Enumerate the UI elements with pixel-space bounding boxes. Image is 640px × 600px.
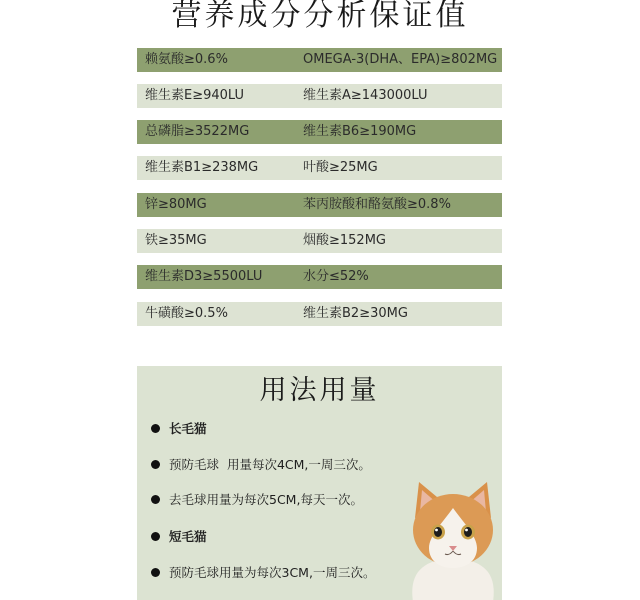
bullet-dot-icon: [151, 568, 160, 577]
nutrition-cell-left: 锌≥80MG: [145, 197, 207, 212]
nutrition-row: [137, 193, 502, 217]
nutrition-cell-left: 维生素B1≥238MG: [145, 160, 259, 175]
usage-item: [151, 491, 363, 509]
usage-item-long-hair: [151, 420, 207, 438]
nutrition-cell-left: 维生素D3≥5500LU: [145, 269, 263, 284]
nutrition-row: [137, 156, 502, 180]
nutrition-cell-right: 维生素A≥143000LU: [303, 88, 428, 103]
usage-text: 预防毛球用量为每次3CM,一周三次。: [169, 565, 376, 580]
usage-text: 去毛球用量为每次5CM,每天一次。: [169, 492, 363, 507]
bullet-dot-icon: [151, 532, 160, 541]
usage-panel: [137, 366, 502, 600]
usage-text: 预防毛球 用量每次4CM,一周三次。: [169, 457, 371, 472]
bullet-dot-icon: [151, 495, 160, 504]
nutrition-row: [137, 48, 502, 72]
nutrition-cell-right: 烟酸≥152MG: [303, 233, 386, 248]
usage-item-short-hair: [151, 528, 207, 546]
nutrition-row: [137, 84, 502, 108]
nutrition-cell-right: 苯丙胺酸和酪氨酸≥0.8%: [303, 197, 451, 212]
bullet-dot-icon: [151, 424, 160, 433]
cat-photo-icon: [399, 478, 502, 600]
page-title: 营养成分分析保证值: [171, 0, 469, 33]
nutrition-cell-left: 赖氨酸≥0.6%: [145, 52, 228, 67]
nutrition-cell-right: 维生素B6≥190MG: [303, 124, 417, 139]
nutrition-row: [137, 120, 502, 144]
nutrition-row: [137, 229, 502, 253]
nutrition-row: [137, 302, 502, 326]
nutrition-cell-left: 总磷脂≥3522MG: [145, 124, 250, 139]
usage-item: [151, 456, 371, 474]
nutrition-cell-right: OMEGA-3(DHA、EPA)≥802MG: [303, 52, 498, 67]
nutrition-cell-left: 铁≥35MG: [145, 233, 207, 248]
nutrition-cell-right: 叶酸≥25MG: [303, 160, 378, 175]
usage-title: 用法用量: [259, 375, 380, 406]
usage-heading: 长毛猫: [169, 421, 207, 436]
usage-item: [151, 564, 375, 582]
nutrition-cell-right: 水分≤52%: [303, 269, 369, 284]
usage-heading: 短毛猫: [169, 529, 207, 544]
nutrition-row: [137, 265, 502, 289]
nutrition-cell-left: 牛磺酸≥0.5%: [145, 306, 228, 321]
nutrition-cell-left: 维生素E≥940LU: [145, 88, 245, 103]
nutrition-cell-right: 维生素B2≥30MG: [303, 306, 408, 321]
bullet-dot-icon: [151, 460, 160, 469]
